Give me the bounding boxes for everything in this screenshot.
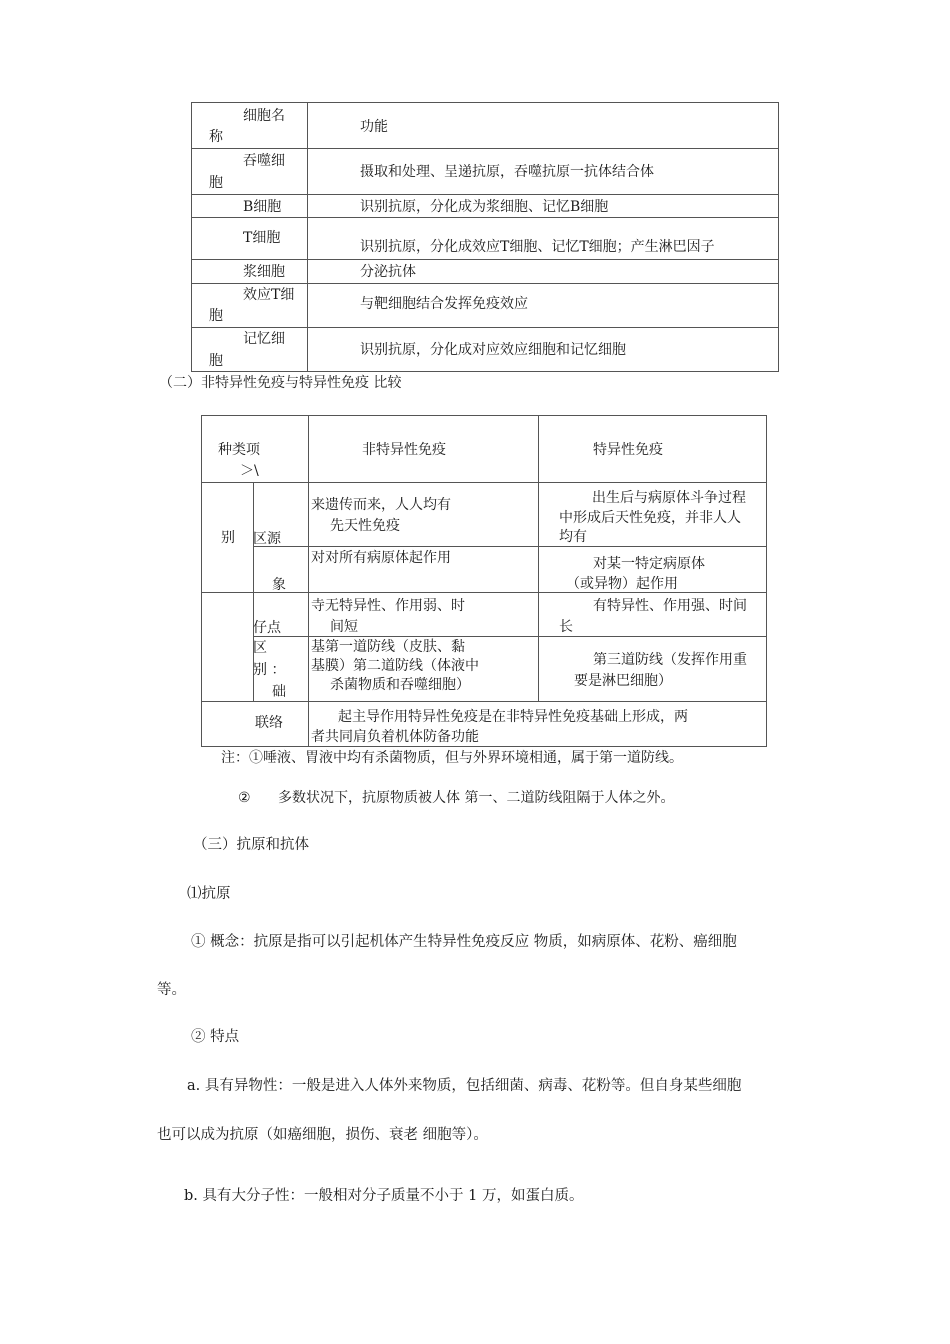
header-name-l1: 细胞名 — [243, 108, 285, 124]
source-nonspecific-l2: 先天性免疫 — [330, 518, 400, 534]
section-title-3: （三）抗原和抗体 — [193, 837, 309, 853]
basis-nonspecific-l2: 基膜）第二道防线（体液中 — [311, 658, 479, 674]
feature-specific-l1: 有特异性、作用强、时间 — [593, 598, 747, 614]
subsection-antigen: ⑴抗原 — [187, 886, 231, 902]
row-name-l1: 记忆细 — [243, 331, 285, 347]
col-header-specific: 特异性免疫 — [593, 442, 663, 458]
feature-nonspecific-l1: 寺无特异性、作用弱、时 — [311, 598, 465, 614]
row-name-l2: 胞 — [209, 175, 223, 191]
basis-label-l2: 别 ： — [253, 662, 286, 678]
paragraph-features: ② 特点 — [191, 1029, 240, 1045]
row-name-l2: 胞 — [209, 308, 223, 324]
basis-nonspecific-l1: 基第一道防线（皮肤、黏 — [311, 639, 465, 655]
col-header-nonspecific: 非特异性免疫 — [362, 442, 446, 458]
link-text-l2: 者共同肩负着机体防备功能 — [311, 729, 479, 745]
paragraph-foreignness-l2: 也可以成为抗原（如癌细胞，损伤、衰老 细胞等）。 — [157, 1127, 488, 1143]
basis-label-l3: 础 — [272, 684, 286, 700]
object-specific-l2: （或异物）起作用 — [566, 576, 678, 592]
header-name-l2: 称 — [209, 129, 223, 145]
row-name-l1: B细胞 — [243, 199, 282, 215]
source-specific-l2: 中形成后天性免疫，并非人人 — [559, 510, 741, 526]
note-2-number: ② — [238, 790, 251, 806]
basis-label-l1: 区 — [253, 640, 267, 656]
basis-specific-l2: 要是淋巴细胞） — [574, 673, 672, 689]
object-specific-l1: 对某一特定病原体 — [593, 556, 705, 572]
source-label: 区源 — [253, 531, 281, 547]
feature-nonspecific-l2: 间短 — [330, 619, 358, 635]
row-name-l2: 胞 — [209, 353, 223, 369]
row-function: 识别抗原，分化成对应效应细胞和记忆细胞 — [360, 342, 626, 358]
link-text-l1: 起主导作用特异性免疫是在非特异性免疫基础上形成，两 — [338, 709, 688, 725]
row-name-l1: 效应T细 — [243, 287, 295, 303]
source-specific-l1: 出生后与病原体斗争过程 — [592, 490, 746, 506]
group1-label: 别 — [221, 530, 235, 546]
section-title-2: （二）非特异性免疫与特异性免疫 比较 — [159, 375, 402, 391]
paragraph-macromolecule: b. 具有大分子性：一般相对分子质量不小于 1 万，如蛋白质。 — [184, 1188, 584, 1204]
note-2-text: 多数状况下，抗原物质被人体 第一、二道防线阻隔于人体之外。 — [278, 790, 675, 806]
corner-label-l2: ＞\ — [240, 463, 259, 479]
paragraph-concept-l2: 等。 — [157, 982, 186, 998]
source-specific-l3: 均有 — [559, 529, 587, 545]
object-label: 象 — [272, 577, 286, 593]
row-function: 识别抗原，分化成效应T细胞、记忆T细胞；产生淋巴因子 — [360, 239, 715, 255]
row-function: 与靶细胞结合发挥免疫效应 — [360, 296, 528, 312]
header-function: 功能 — [360, 119, 388, 135]
basis-specific-l1: 第三道防线（发挥作用重 — [593, 652, 747, 668]
row-function: 分泌抗体 — [360, 264, 416, 280]
row-function: 识别抗原，分化成为浆细胞、记忆B细胞 — [360, 199, 609, 215]
note-1: 注：①唾液、胃液中均有杀菌物质，但与外界环境相通，属于第一道防线。 — [221, 750, 683, 766]
row-name-l1: 浆细胞 — [243, 264, 285, 280]
link-label: 联络 — [255, 715, 283, 731]
basis-nonspecific-l3: 杀菌物质和吞噬细胞） — [330, 677, 470, 693]
object-nonspecific: 对对所有病原体起作用 — [311, 550, 451, 566]
source-nonspecific-l1: 来遗传而来，人人均有 — [311, 497, 451, 513]
feature-specific-l2: 长 — [559, 619, 573, 635]
row-name-l1: 吞噬细 — [243, 153, 285, 169]
row-function: 摄取和处理、呈递抗原，吞噬抗原一抗体结合体 — [360, 164, 654, 180]
row-name-l1: T细胞 — [243, 230, 281, 246]
paragraph-concept-l1: ① 概念：抗原是指可以引起机体产生特异性免疫反应 物质，如病原体、花粉、癌细胞 — [191, 934, 737, 950]
feature-label: 仔点 — [253, 620, 281, 636]
paragraph-foreignness-l1: a. 具有异物性：一般是进入人体外来物质，包括细菌、病毒、花粉等。但自身某些细胞 — [187, 1078, 742, 1094]
corner-label-l1: 种类项 — [218, 442, 260, 458]
